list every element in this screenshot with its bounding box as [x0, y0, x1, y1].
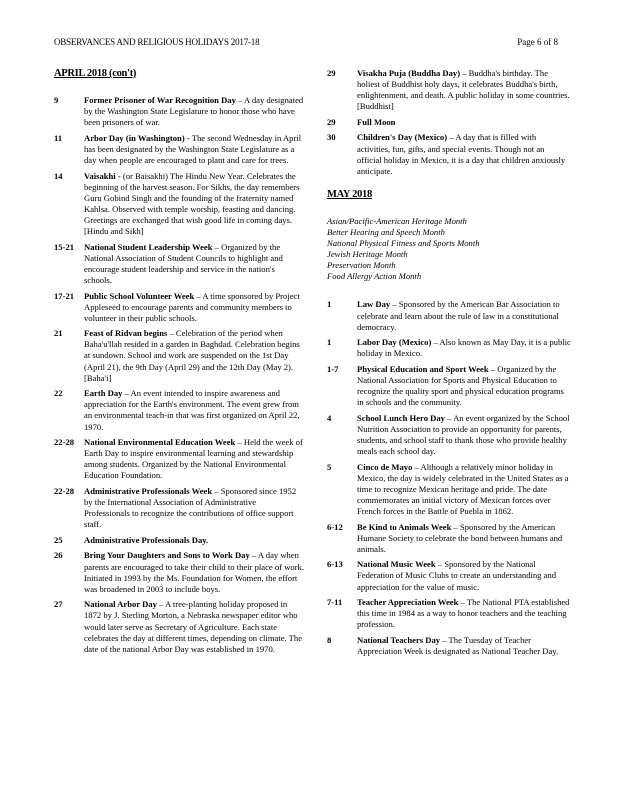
- observance-date: 6-12: [327, 521, 343, 532]
- observance-title: Visakha Puja (Buddha Day): [357, 68, 461, 78]
- observance-description: – Sponsored by the American Humane Society to celebrate the bond between humans and animals.: [357, 521, 563, 554]
- heritage-month-item: Jewish Heritage Month: [327, 249, 408, 260]
- observance-entry: [54, 599, 304, 654]
- observance-text: [357, 68, 571, 112]
- observance-text: [84, 550, 304, 594]
- observance-text: [84, 486, 304, 530]
- observance-entry: [327, 522, 571, 555]
- observance-title: Bring Your Daughters and Sons to Work Day: [84, 550, 250, 561]
- observance-text: [357, 597, 571, 630]
- observance-title: Vaisakhi: [84, 170, 116, 181]
- observance-entry: [327, 635, 571, 657]
- observance-title: Cinco de Mayo: [357, 461, 413, 472]
- observance-date: 14: [54, 170, 63, 181]
- observance-title: National Student Leadership Week: [84, 241, 213, 252]
- observance-description: – Buddha's birthday. The holiest of Buddhist holy days, it celebrates Buddha's birth, enlightenment, and death. A public holiday in some countries. [Buddhist]: [357, 68, 570, 112]
- observance-description: – A day that is filled with activities, fun, gifts, and special events. Though not an official holiday in Mexico, it is a day that children anxiously anticipate.: [357, 132, 566, 176]
- observance-text: [357, 462, 571, 517]
- observance-description: – An event intended to inspire awareness and appreciation for the Earth's environment. The event grew from an environmental teach-in that was first organized on April 22, 1970.: [84, 388, 300, 432]
- observance-date: 9: [54, 95, 59, 105]
- observance-title: School Lunch Hero Day: [357, 412, 445, 423]
- observance-title: Full Moon: [357, 116, 396, 127]
- observance-text: [84, 437, 304, 481]
- observance-description: – A tree-planting holiday proposed in 1872 by J. Sterling Morton, a Nebraska newspaper editor who would later serve as Secretary of Agriculture. Each state celebrates the day at different times, depending on climate. The date of the national Arbor Day was established in 1970.: [84, 599, 303, 654]
- observance-date: 1-7: [327, 363, 339, 374]
- observance-title: Teacher Appreciation Week: [357, 597, 459, 608]
- observance-description: – A time sponsored by Project Appleseed to encourage parents and community members to volunteer in their public schools.: [84, 290, 300, 323]
- observance-date: 25: [54, 534, 63, 545]
- observance-entry: [327, 337, 571, 359]
- observance-text: [357, 337, 571, 359]
- document-header-title: OBSERVANCES AND RELIGIOUS HOLIDAYS 2017-18: [54, 37, 260, 47]
- may-observance-months: [327, 216, 571, 283]
- observance-description: – Sponsored by the National Federation of Music Clubs to create an understanding and appreciation for the value of music.: [357, 559, 557, 592]
- observance-title: Be Kind to Animals Week: [357, 521, 452, 532]
- observance-description: – Celebration of the period when Baha'u'llah resided in a garden in Baghdad. Celebration begins at sundown. School and work are suspended on the 1st Day (April 21), the 9th Day (April 29) and the 12th Day (May 2). [Baha'i]: [84, 328, 300, 383]
- observance-text: [357, 299, 571, 332]
- observance-title: Arbor Day (in Washington): [84, 132, 185, 143]
- observance-entry: [327, 462, 571, 517]
- page-number: Page 6 of 8: [517, 37, 558, 47]
- observance-date: 27: [54, 599, 63, 610]
- observance-date: 26: [54, 550, 63, 561]
- right-column: [327, 68, 571, 662]
- observance-text: [84, 133, 304, 166]
- observance-text: [84, 328, 304, 383]
- observance-description: – Although a relatively minor holiday in Mexico, the day is widely celebrated in the United States as a time to recognize Mexican heritage and pride. The date commemorates an initial victory of Mexican forces over French forces in the Battle of Puebla in 1862.: [357, 461, 569, 516]
- observance-title: Physical Education and Sport Week: [357, 363, 489, 374]
- observance-date: 15-21: [54, 241, 75, 252]
- heritage-month-item: Better Hearing and Speech Month: [327, 226, 445, 237]
- observance-text: [357, 635, 571, 657]
- heritage-month-item: Food Allergy Action Month: [327, 271, 422, 282]
- observance-text: [84, 242, 304, 286]
- observance-description: - The second Wednesday in April has been designated by the Washington State Legislature as a day when people are encouraged to plant and care for trees.: [84, 132, 302, 165]
- observance-date: 22-28: [54, 486, 75, 496]
- observance-entry: [54, 486, 304, 530]
- observance-description: – The Tuesday of Teacher Appreciation Week is designated as National Teacher Day.: [357, 634, 559, 657]
- observance-entry: [54, 242, 304, 286]
- observance-title: National Music Week: [357, 559, 436, 570]
- observance-description: – The National PTA established this time in 1984 as a way to honor teachers and the teaching profession.: [357, 597, 570, 630]
- observance-date: 30: [327, 132, 336, 143]
- observance-text: [84, 291, 304, 324]
- observance-title: National Environmental Education Week: [84, 437, 236, 448]
- observance-title: Administrative Professionals Week: [84, 486, 213, 496]
- observance-entry: [327, 132, 571, 176]
- observance-entry: [54, 328, 304, 383]
- observance-date: 5: [327, 461, 332, 472]
- observance-text: [357, 413, 571, 457]
- heritage-month-item: Preservation Month: [327, 260, 396, 271]
- observance-entry: [327, 364, 571, 408]
- observance-title: Law Day: [357, 299, 391, 310]
- observance-title: Earth Day: [84, 388, 123, 399]
- observance-title: Labor Day (Mexico): [357, 337, 432, 348]
- observance-entry: [327, 413, 571, 457]
- observance-entry: [54, 95, 304, 128]
- observance-text: [357, 364, 571, 408]
- observance-date: 7-11: [327, 597, 343, 608]
- observance-title: Administrative Professionals Day.: [84, 534, 209, 545]
- april-continued-entry-list: [327, 68, 571, 177]
- observance-date: 4: [327, 412, 332, 423]
- observance-description: - (or Baisakhi) The Hindu New Year. Celebrates the beginning of the harvest season. For Sikhs, the day remembers Guru Gobind Singh and the founding of the fraternity named Kahlsa. Observed with temple worship, feasting and dancing. Greetings are exchanged that wish good life in coming days. [Hindu and Sikh]: [84, 170, 300, 237]
- observance-description: – Organized by the National Association for Sports and Physical Education to recognize the quality sport and physical education programs in schools and the community.: [357, 363, 564, 408]
- observance-entry: [54, 535, 304, 546]
- heritage-month-item: Asian/Pacific-American Heritage Month: [327, 215, 467, 226]
- observance-entry: [54, 550, 304, 594]
- observance-text: [357, 522, 571, 555]
- observance-title: National Arbor Day: [84, 599, 157, 610]
- observance-date: 17-21: [54, 290, 75, 301]
- observance-description: – Sponsored by the American Bar Association to celebrate and learn about the rule of law in a constitutional democracy.: [357, 299, 560, 332]
- observance-entry: [54, 133, 304, 166]
- observance-date: 1: [327, 299, 332, 310]
- observance-text: [84, 171, 304, 238]
- observance-text: [84, 388, 304, 432]
- observance-text: [84, 599, 304, 654]
- observance-entry: [327, 299, 571, 332]
- april-entry-list: [54, 95, 304, 655]
- observance-description: – Sponsored since 1952 by the International Association of Administrative Professionals to recognize the contributions of office support staff.: [84, 486, 297, 530]
- observance-date: 8: [327, 634, 332, 645]
- observance-description: – A day when parents are encouraged to take their child to their place of work. Initiated in 1993 by the Ms. Foundation for Women, the effort was broadened in 2003 to include boys.: [84, 550, 305, 594]
- observance-title: Public School Volunteer Week: [84, 290, 195, 301]
- observance-title: Children's Day (Mexico): [357, 132, 448, 143]
- observance-entry: [54, 388, 304, 432]
- may-heading: MAY 2018: [327, 188, 372, 200]
- observance-text: [84, 95, 304, 128]
- observance-entry: [54, 171, 304, 238]
- observance-title: Feast of Ridvan begins: [84, 328, 168, 339]
- observance-date: 22: [54, 388, 63, 399]
- observance-date: 6-13: [327, 559, 343, 570]
- observance-text: [357, 117, 571, 128]
- may-entry-list: [327, 299, 571, 657]
- observance-entry: [327, 559, 571, 592]
- observance-title: National Teachers Day: [357, 634, 441, 645]
- observance-description: – Held the week of Earth Day to inspire environmental learning and stewardship among students. Organized by the National Environmental Education Foundation.: [84, 437, 303, 481]
- observance-description: – Also known as May Day, it is a public holiday in Mexico.: [357, 337, 571, 359]
- observance-date: 29: [327, 116, 336, 127]
- april-heading: APRIL 2018 (con't): [54, 68, 137, 79]
- observance-date: 29: [327, 68, 336, 78]
- observance-date: 21: [54, 328, 63, 339]
- observance-title: Former Prisoner of War Recognition Day: [84, 95, 236, 105]
- observance-entry: [54, 437, 304, 481]
- observance-entry: [327, 597, 571, 630]
- observance-date: 1: [327, 337, 332, 348]
- observance-entry: [54, 291, 304, 324]
- heritage-month-item: National Physical Fitness and Sports Month: [327, 238, 480, 249]
- observance-text: [84, 535, 304, 546]
- observance-date: 22-28: [54, 437, 75, 448]
- observance-description: – An event organized by the School Nutrition Association to provide an opportunity for parents, students, and school staff to thank those who provide healthy meals each school day.: [357, 412, 570, 457]
- observance-description: – A day designated by the Washington State Legislature to honor those who have been prisoners of war.: [84, 95, 304, 128]
- observance-entry: [327, 117, 571, 128]
- left-column: [54, 68, 304, 659]
- observance-text: [357, 132, 571, 176]
- observance-text: [357, 559, 571, 592]
- observance-date: 11: [54, 132, 63, 143]
- observance-description: – Organized by the National Association of Student Councils to highlight and encourage student leadership and service in the nation's schools.: [84, 241, 283, 285]
- observance-entry: [327, 68, 571, 112]
